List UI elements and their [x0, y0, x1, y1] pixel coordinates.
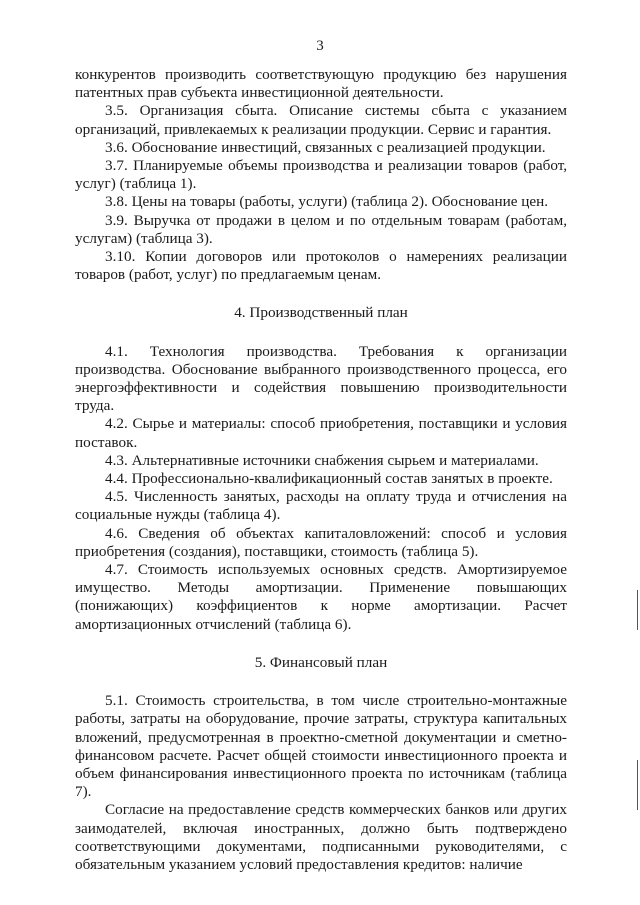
scan-edge-mark [637, 760, 638, 810]
page-number: 3 [316, 38, 324, 54]
paragraph-continuation: конкурентов производить соответствующую продукцию без нарушения патентных прав субъекта инвестиционной деятельности. [75, 66, 567, 102]
paragraph-4-6: 4.6. Сведения об объектах капиталовложений: способ и условия приобретения (создания), поставщики, стоимость (таблица 5). [75, 524, 567, 560]
paragraph-3-9: 3.9. Выручка от продажи в целом и по отдельным товарам (работам, услугам) (таблица 3). [75, 211, 567, 247]
scan-edge-mark [637, 590, 638, 630]
paragraph-3-8: 3.8. Цены на товары (работы, услуги) (таблица 2). Обоснование цен. [105, 193, 549, 211]
paragraph-3-10: 3.10. Копии договоров или протоколов о намерениях реализации товаров (работ, услуг) по предлагаемым ценам. [75, 248, 567, 284]
paragraph-4-4: 4.4. Профессионально-квалификационный состав занятых в проекте. [105, 470, 553, 488]
paragraph-consent: Согласие на предоставление средств коммерческих банков или других заимодателей, включая иностранных, должно быть подтверждено соответствующими документами, подписанными руководителями, с обязательным указанием условий предоставления кредитов: наличие [75, 801, 567, 873]
section-4-heading: 4. Производственный план [234, 304, 408, 322]
paragraph-4-5: 4.5. Численность занятых, расходы на оплату труда и отчисления на социальные нужды (таблица 4). [75, 488, 567, 524]
paragraph-3-7: 3.7. Планируемые объемы производства и реализации товаров (работ, услуг) (таблица 1). [75, 157, 567, 193]
paragraph-4-2: 4.2. Сырье и материалы: способ приобретения, поставщики и условия поставок. [75, 415, 567, 451]
paragraph-5-1: 5.1. Стоимость строительства, в том числе строительно-монтажные работы, затраты на оборудование, прочие затраты, структура капитальных вложений, предусмотренная в проектно-сметной документации и сметно-финансовом расчете. Расчет общей стоимости инвестиционного проекта и объем финансирования инвестиционного проекта по источникам (таблица 7). [75, 692, 567, 801]
document-body [75, 66, 567, 874]
section-5-heading: 5. Финансовый план [254, 653, 388, 671]
paragraph-4-1: 4.1. Технология производства. Требования к организации производства. Обоснование выбранного производственного процесса, его энергоэффективности и содействия повышению производительности труда. [75, 342, 567, 415]
paragraph-3-5: 3.5. Организация сбыта. Описание системы сбыта с указанием организаций, привлекаемых к реализации продукции. Сервис и гарантия. [75, 102, 567, 138]
paragraph-3-6: 3.6. Обоснование инвестиций, связанных с реализацией продукции. [105, 138, 546, 156]
paragraph-4-3: 4.3. Альтернативные источники снабжения сырьем и материалами. [105, 451, 539, 469]
paragraph-4-7: 4.7. Стоимость используемых основных средств. Амортизируемое имущество. Методы амортизации. Применение повышающих (понижающих) коэффициентов к норме амортизации. Расчет амортизационных отчислений (таблица 6). [75, 561, 567, 633]
